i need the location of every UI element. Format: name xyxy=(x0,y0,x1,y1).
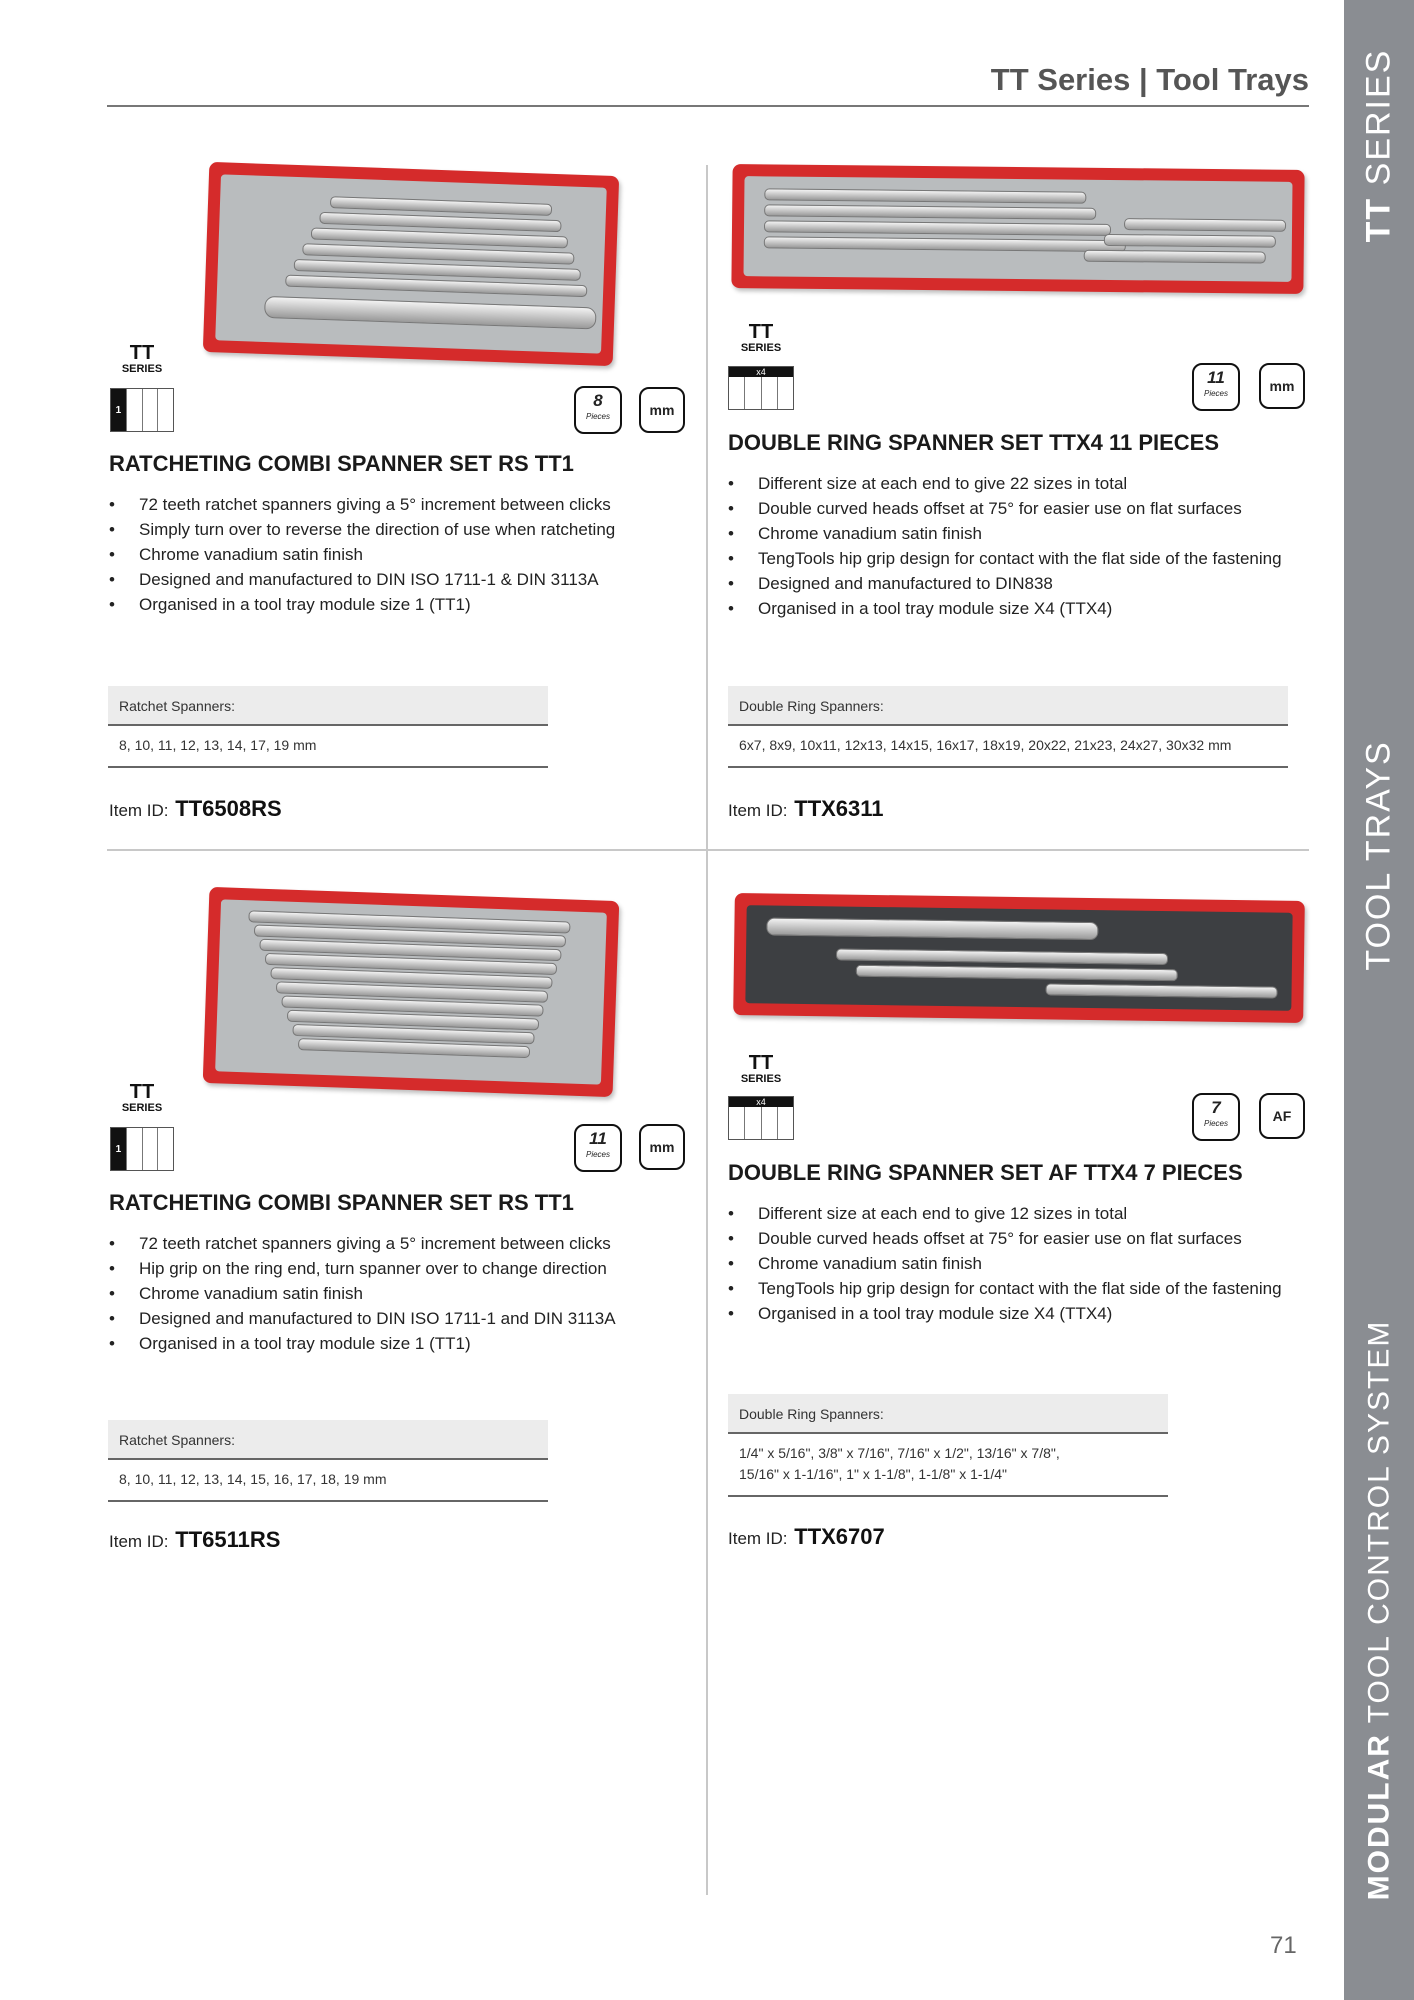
tool-tray-image xyxy=(203,162,619,366)
pieces-count: 7 xyxy=(1211,1098,1221,1117)
tt-series-logo xyxy=(726,1053,796,1085)
spec-value: 6x7, 8x9, 10x11, 12x13, 14x15, 16x17, 18x19, 20x22, 21x23, 24x27, 30x32 mm xyxy=(728,726,1288,768)
pieces-label: Pieces xyxy=(1203,389,1228,398)
feature-item: • Organised in a tool tray module size 1 (TT1) xyxy=(107,1331,667,1356)
feature-item: • Designed and manufactured to DIN838 xyxy=(726,571,1316,596)
product-photo xyxy=(730,893,1308,1028)
spec-table xyxy=(728,1394,1168,1497)
feature-item: • Double curved heads offset at 75° for easier use on flat surfaces xyxy=(726,1226,1316,1251)
feature-item: • Simply turn over to reverse the direction of use when ratcheting xyxy=(107,517,667,542)
spec-table xyxy=(728,686,1288,768)
tool-tray-image xyxy=(731,164,1304,294)
module-size-indicator xyxy=(110,1127,174,1171)
item-id xyxy=(728,1524,885,1550)
page-number: 71 xyxy=(1270,1932,1297,1959)
row-divider xyxy=(107,849,1309,851)
feature-item: • Chrome vanadium satin finish xyxy=(107,1281,667,1306)
tt-series-logo xyxy=(107,343,177,375)
feature-item: • Different size at each end to give 22 sizes in total xyxy=(726,471,1316,496)
feature-item: • Chrome vanadium satin finish xyxy=(726,521,1316,546)
feature-list xyxy=(107,1231,667,1356)
side-tool-trays-text: TOOL TRAYS xyxy=(1359,739,1398,971)
product-title: DOUBLE RING SPANNER SET TTX4 11 PIECES xyxy=(728,430,1220,455)
item-id-label: Item ID: xyxy=(109,801,169,820)
side-tool-control-text: TOOL CONTROL SYSTEM xyxy=(1362,1319,1396,1724)
module-size-indicator xyxy=(110,388,174,432)
pieces-count: 8 xyxy=(593,391,603,410)
item-id-label: Item ID: xyxy=(728,1529,788,1548)
product-photo xyxy=(728,163,1308,298)
product-photo xyxy=(196,890,624,1105)
tt-logo-text: TT xyxy=(129,342,155,364)
side-label-modular xyxy=(1345,1300,1413,1920)
unit-badge: mm xyxy=(1259,363,1305,409)
side-modular-bold: MODULAR xyxy=(1362,1733,1396,1901)
tt-series-logo xyxy=(107,1082,177,1114)
tt-logo-text: TT xyxy=(129,1081,155,1103)
product-title: RATCHETING COMBI SPANNER SET RS TT1 xyxy=(109,451,574,476)
pieces-count: 11 xyxy=(589,1129,607,1148)
feature-item: • Organised in a tool tray module size X4 (TTX4) xyxy=(726,1301,1316,1326)
item-id-code: TTX6707 xyxy=(794,1524,885,1549)
spec-label: Double Ring Spanners: xyxy=(728,686,1288,726)
item-id-label: Item ID: xyxy=(109,1532,169,1551)
pieces-label: Pieces xyxy=(585,1150,610,1159)
feature-list xyxy=(726,471,1316,621)
series-logo-text: SERIES xyxy=(740,342,782,354)
module-size-label: x4 xyxy=(729,1097,793,1107)
series-logo-text: SERIES xyxy=(121,363,163,375)
product-photo xyxy=(196,163,624,373)
pieces-label: Pieces xyxy=(585,412,610,421)
pieces-count-badge xyxy=(1192,363,1240,411)
feature-item: • Designed and manufactured to DIN ISO 1711-1 & DIN 3113A xyxy=(107,567,667,592)
spec-label: Ratchet Spanners: xyxy=(108,686,548,726)
series-logo-text: SERIES xyxy=(740,1073,782,1085)
header-divider xyxy=(107,105,1309,107)
side-label-tt-series xyxy=(1345,40,1413,250)
feature-item: • Designed and manufactured to DIN ISO 1711-1 and DIN 3113A xyxy=(107,1306,667,1331)
item-id xyxy=(109,1527,280,1553)
feature-list xyxy=(726,1201,1316,1326)
feature-item: • Organised in a tool tray module size 1 (TT1) xyxy=(107,592,667,617)
tt-logo-text: TT xyxy=(748,321,774,343)
spec-label: Double Ring Spanners: xyxy=(728,1394,1168,1434)
spec-table xyxy=(108,686,548,768)
spec-value-line: 15/16" x 1-1/16", 1" x 1-1/8", 1-1/8" x 1-1/4" xyxy=(739,1466,1007,1482)
tool-tray-image xyxy=(203,887,620,1097)
feature-item: • TengTools hip grip design for contact with the flat side of the fastening xyxy=(726,546,1316,571)
item-id-label: Item ID: xyxy=(728,801,788,820)
module-size-label: 1 xyxy=(111,1128,127,1170)
feature-item: • Organised in a tool tray module size X4 (TTX4) xyxy=(726,596,1316,621)
feature-item: • TengTools hip grip design for contact with the flat side of the fastening xyxy=(726,1276,1316,1301)
pieces-count-badge xyxy=(1192,1093,1240,1141)
column-divider xyxy=(706,165,708,1895)
spec-value: 8, 10, 11, 12, 13, 14, 15, 16, 17, 18, 19 mm xyxy=(108,1460,548,1502)
side-label-tool-trays xyxy=(1345,730,1413,980)
item-id xyxy=(728,796,884,822)
feature-item: • Chrome vanadium satin finish xyxy=(107,542,667,567)
side-tt-bold: TT xyxy=(1359,196,1398,242)
feature-item: • Double curved heads offset at 75° for easier use on flat surfaces xyxy=(726,496,1316,521)
feature-item: • Different size at each end to give 12 sizes in total xyxy=(726,1201,1316,1226)
side-series-text: SERIES xyxy=(1359,48,1398,185)
unit-badge: AF xyxy=(1259,1093,1305,1139)
spec-value-line: 1/4" x 5/16", 3/8" x 7/16", 7/16" x 1/2", 13/16" x 7/8", xyxy=(739,1445,1060,1461)
tt-logo-text: TT xyxy=(748,1052,774,1074)
item-id-code: TT6511RS xyxy=(175,1527,281,1552)
spec-label: Ratchet Spanners: xyxy=(108,1420,548,1460)
item-id xyxy=(109,796,282,822)
product-title: DOUBLE RING SPANNER SET AF TTX4 7 PIECES xyxy=(728,1160,1243,1185)
module-size-label: 1 xyxy=(111,389,127,431)
tool-tray-image xyxy=(733,893,1305,1023)
page-title: TT Series | Tool Trays xyxy=(990,62,1309,97)
module-size-label: x4 xyxy=(729,367,793,377)
series-logo-text: SERIES xyxy=(121,1102,163,1114)
feature-item: • 72 teeth ratchet spanners giving a 5° increment between clicks xyxy=(107,492,667,517)
product-title: RATCHETING COMBI SPANNER SET RS TT1 xyxy=(109,1190,574,1215)
spec-value xyxy=(728,1434,1168,1497)
pieces-label: Pieces xyxy=(1203,1119,1228,1128)
spec-table xyxy=(108,1420,548,1502)
pieces-count-badge xyxy=(574,1124,622,1172)
module-size-indicator xyxy=(728,366,794,410)
module-size-indicator xyxy=(728,1096,794,1140)
feature-item: • Chrome vanadium satin finish xyxy=(726,1251,1316,1276)
unit-badge: mm xyxy=(639,387,685,433)
feature-list xyxy=(107,492,667,617)
spec-value: 8, 10, 11, 12, 13, 14, 17, 19 mm xyxy=(108,726,548,768)
tt-series-logo xyxy=(726,322,796,354)
feature-item: • Hip grip on the ring end, turn spanner over to change direction xyxy=(107,1256,667,1281)
pieces-count-badge xyxy=(574,386,622,434)
pieces-count: 11 xyxy=(1207,368,1225,387)
item-id-code: TTX6311 xyxy=(794,796,884,821)
feature-item: • 72 teeth ratchet spanners giving a 5° increment between clicks xyxy=(107,1231,667,1256)
item-id-code: TT6508RS xyxy=(175,796,282,821)
unit-badge: mm xyxy=(639,1124,685,1170)
